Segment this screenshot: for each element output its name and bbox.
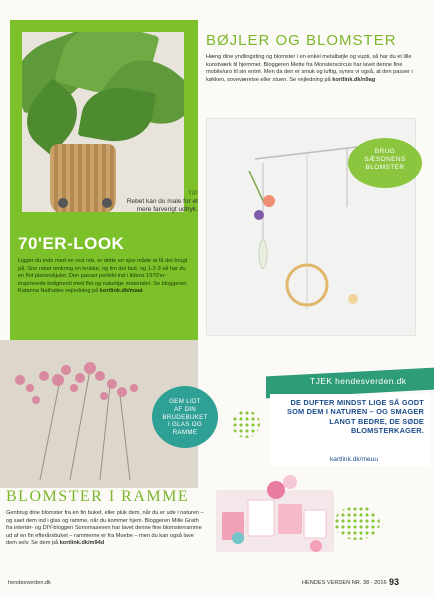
rope-pot-plant-photo [22, 32, 184, 212]
tip-title: TIP [187, 190, 198, 197]
cake-quote: DE DUFTER MINDST LIGE SÅ GODT SOM DEM I NATUREN – OG SMAGER LANGT BEDRE, DE SØDE BLOMSTERKAGER. [286, 398, 424, 435]
badge-line: BRUDEBUKET [162, 413, 208, 421]
tip-box [118, 190, 198, 214]
hangers-flowers-text: Hæng dine yndlingsting og blomster i en enkel metalbøjle og vupti, så har du et lille kunstværk til hjemmet. Bloggeren Mette fra Monsterscircus har lavet denne fine mobile/uro til sin entré. Men da den er smuk og luftig, synes vi også, at den passer i køkken, soveværelse eller stuen. Se vejledning på [206, 54, 413, 83]
dot-pattern [334, 506, 380, 540]
footer-website: hendesverden.dk [8, 580, 51, 586]
seventies-look-text: Ligger du inde med en rest reb, er dette en sjov måde at få det brugt på. Sno rebet omkring en krukke, og lim det fast, og 1-2-3 så har du en flot planteskjuler. Den passer perfekt ind i tidens 1970'er-inspirerede boligtrend med flet og naturlige materialer. Se bloggeren Katarina Nathalies vejledning på [18, 258, 188, 295]
badge-line: AF DIN [173, 405, 197, 413]
hangers-flowers-body [206, 54, 418, 84]
badge-line: I GLAS OG [168, 421, 202, 429]
cake-link[interactable]: kartlink.dk/meuu [330, 456, 379, 463]
wedding-bouquet-badge [152, 386, 218, 448]
seventies-look-link[interactable]: kortlink.dk/maat [99, 288, 143, 295]
season-flowers-badge [348, 138, 422, 188]
flower-cakes-photo [216, 460, 338, 556]
badge-line: BRUG [374, 148, 396, 155]
tip-text: Rebet kan du male for et mere farverigt udtryk. [126, 198, 198, 214]
badge-line: GEM LIDT [169, 398, 201, 405]
footer-issue: HENDES VERDEN NR. 38 · 2016 [302, 580, 387, 586]
hangers-flowers-title: BØJLER OG BLOMSTER [206, 32, 397, 49]
seventies-look-title: 70'ER-LOOK [18, 234, 125, 253]
flowers-in-frame-title: BLOMSTER I RAMME [6, 488, 190, 505]
hangers-flowers-link[interactable]: kortlink.dk/n9ag [332, 76, 376, 83]
flowers-in-frame-link[interactable]: kortlink.dk/m94d [59, 540, 105, 547]
badge-line: BLOMSTER [365, 164, 405, 172]
seventies-look-body [18, 258, 190, 296]
flowers-in-frame-body [6, 510, 206, 548]
tjek-banner-label[interactable]: TJEK hendesverden.dk [310, 376, 407, 386]
badge-line: SÆSONENS [364, 156, 406, 164]
page-number: 93 [389, 577, 400, 587]
flower-cakes-illustration [216, 460, 338, 556]
flowers-in-frame-text: Genbrug dine blomster fra en fin buket, eller pluk dem, når du er ude i naturen – og saet dem ind i glas og ramme, når du kommer hjem. Bloggeren Mille Grath fra interiør- og DIY-bloggen Sonomaseven har lavet denne fine blomsterramme ud af en fin efterårsbuket – rammerne er fra Moebe – men du kan også lave dem selv. Se dem på [6, 510, 204, 547]
badge-line: RAMME [172, 429, 198, 436]
dot-pattern [232, 410, 260, 438]
